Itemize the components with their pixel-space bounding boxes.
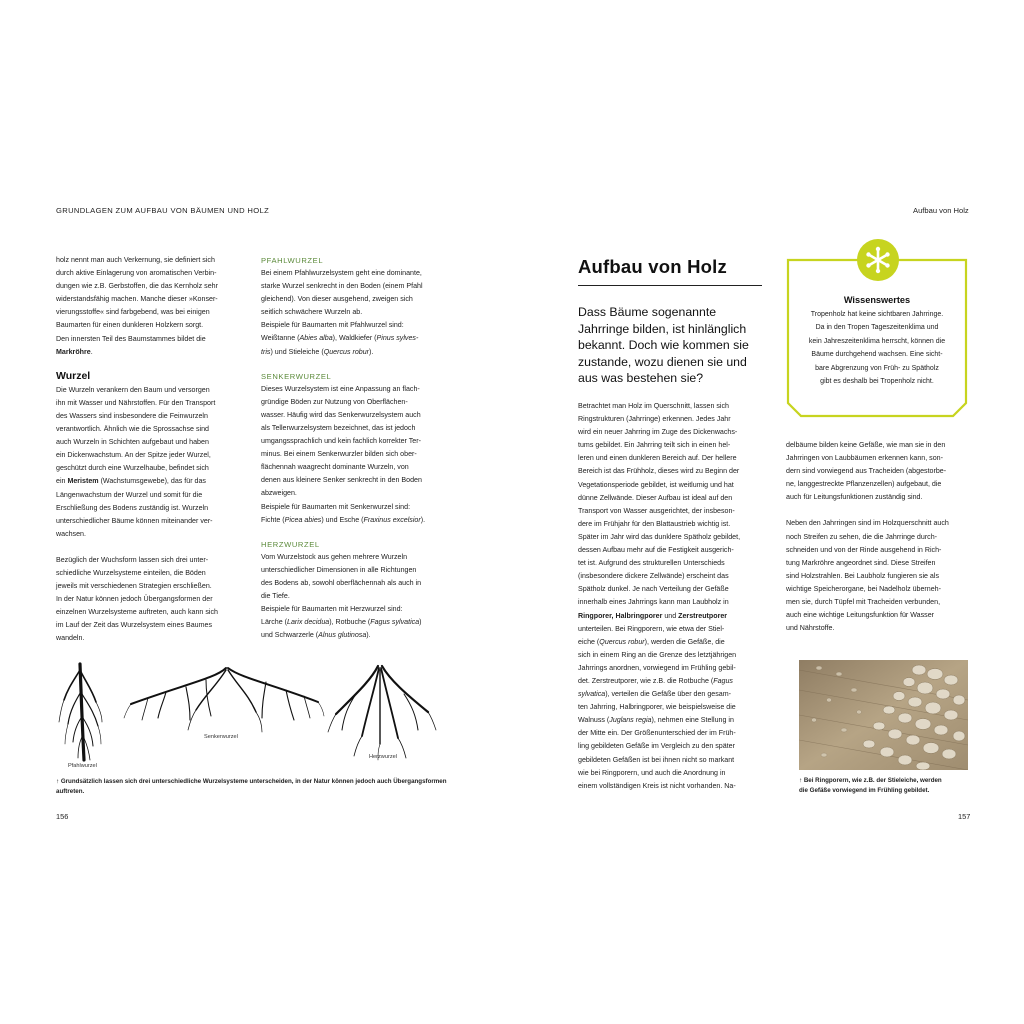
info-box-text: Tropenholz hat keine sichtbaren Jahrringe. Da in den Tropen Tageszeitenklima und kein Jahreszeitenklima herrscht, können die Bäume durchgehend wachsen. Eine sicht- bare Abgrenzung von Früh- zu Spätholz gibt es deshalb bei Tropenholz nicht. — [808, 311, 946, 386]
pfahlwurzel-drawing — [59, 664, 102, 760]
text-line: unterschiedlicher Bäume können miteinander ver- — [56, 516, 213, 525]
root-systems-figure — [56, 660, 456, 775]
term-markroehre: Markröhre — [56, 347, 91, 356]
text-line: Fichte (Picea abies) und Esche (Fraxinus excelsior). — [261, 515, 426, 524]
text-line: tung Markröhre angeordnet sind. Diese Streifen — [786, 558, 936, 567]
text-line: Beispiele für Baumarten mit Pfahlwurzel sind: — [261, 321, 404, 330]
text-line: durch aktive Einlagerung von aromatischen Verbin- — [56, 269, 217, 278]
text-line: noch Streifen zu sehen, die die Jahrringe durch- — [786, 532, 938, 541]
herzwurzel-drawing — [328, 666, 436, 760]
text-line: innerhalb eines Jahrrings kann man Laubholz in — [578, 598, 729, 607]
text-line: In der Natur können jedoch Übergangsformen der — [56, 595, 213, 604]
text-line: ihn mit Wasser und Nährstoffen. Für den Transport — [56, 398, 216, 407]
text-line: (insbesondere dickere Zellwände) erscheint das — [578, 572, 729, 581]
text-line: Ringstrukturen (Jahrringe) erkennen. Jedes Jahr — [578, 415, 731, 424]
text-line: det. Zerstreutporer, wie z.B. die Rotbuche (Fagus — [578, 676, 733, 685]
text-line: Spätholz dunkel. Je nach Verteilung der Gefäße — [578, 585, 729, 594]
text-line: Ringporer, Halbringporer und Zerstreutporer — [578, 611, 728, 620]
text-line: ling gebildeten Gefäße im Vergleich zu den später — [578, 742, 735, 751]
text-line: und Schwarzerle (Alnus glutinosa). — [261, 631, 371, 640]
info-box-wissenswertes — [786, 258, 968, 418]
text-line: Neben den Jahrringen sind im Holzquerschnitt auch — [786, 519, 949, 528]
text-line: Längenwachstum der Wurzel und somit für die — [56, 490, 203, 499]
text-line: Jahrringen von Laubbäumen erkennen kann, son- — [786, 454, 943, 463]
text-line: ein Meristem (Wachstumsgewebe), das für das — [56, 477, 206, 486]
text-line: im Lauf der Zeit das Wurzelsystem eines Baumes — [56, 621, 212, 630]
title-rule — [578, 285, 762, 286]
text-line: men sie, durch Tüpfel mit Tracheiden verbunden, — [786, 598, 941, 607]
subheading-pfahlwurzel: PFAHLWURZEL — [261, 256, 324, 265]
text-line: des Bodens ab, sowohl oberflächennah als auch in — [261, 578, 422, 587]
text-line: wird ein neuer Jahrring im Zuge des Dickenwachs- — [578, 428, 738, 437]
text-line: dünne Zellwände. Dieser Aufbau ist ideal auf den — [578, 493, 733, 502]
text-line: vierungsstoffe« sind farbgebend, was bei einigen — [56, 308, 210, 317]
text-line: Bei einem Pfahlwurzelsystem geht eine dominante, — [261, 269, 422, 277]
right-column-1 — [578, 400, 768, 793]
text-line: die Tiefe. — [261, 591, 290, 600]
text-line: unterschiedlicher Dimensionen in alle Richtungen — [261, 565, 417, 574]
subheading-herzwurzel: HERZWURZEL — [261, 539, 320, 549]
text-line: gründige Böden zur Nutzung von Oberflächen- — [261, 397, 408, 406]
text-line: Weißtanne (Abies alba), Waldkiefer (Pinus sylves- — [261, 334, 419, 343]
text-line: Dieses Wurzelsystem ist eine Anpassung an flach- — [261, 384, 420, 393]
text-line: Erschließung des Bodens zuständig ist. Wurzeln — [56, 503, 209, 512]
text-line: auch eine wichtige Leitungsfunktion für Wasser — [786, 611, 934, 620]
text-line: jeweils mit verschiedenen Strategien erschließen. — [56, 582, 212, 591]
left-column-2 — [261, 254, 447, 642]
text-line: Beispiele für Baumarten mit Herzwurzel sind: — [261, 605, 403, 614]
text-line: Markröhre. — [56, 347, 93, 356]
text-line: dern sind vorwiegend aus Tracheiden (abgestorbe- — [786, 467, 947, 476]
text-line: seitlich schwächere Wurzeln ab. — [261, 308, 363, 317]
text-line: tet ist. Aufgrund des strukturellen Unterschieds — [578, 559, 725, 568]
text-line: Walnuss (Juglans regia), nehmen eine Stellung in — [578, 716, 734, 725]
text-line: holz nennt man auch Verkernung, sie definiert sich — [56, 256, 215, 264]
text-line: schiedliche Wurzelsysteme einteilen, die Böden — [56, 568, 206, 577]
text-line: wichtige Speicherorgane, bei Nadelholz überneh- — [786, 584, 941, 593]
text-line: geschützt durch eine Wurzelhaube, befindet sich — [56, 464, 209, 473]
text-line: tums gebildet. Ein Jahrring teilt sich in einen hel- — [578, 441, 731, 450]
page-number-left: 156 — [56, 812, 69, 821]
text-line: tris) und Stieleiche (Quercus robur). — [261, 347, 374, 356]
text-line: als Tellerwurzelsystem bezeichnet, das ist jedoch — [261, 423, 416, 432]
info-box-heading: Wissenswertes — [843, 295, 911, 305]
text-line: Vegetationsperiode gebildet, ist weitlumig und hat — [578, 480, 734, 489]
text-line: Beispiele für Baumarten mit Senkerwurzel sind: — [261, 502, 411, 511]
running-head-left: GRUNDLAGEN ZUM AUFBAU VON BÄUMEN UND HOLZ — [56, 206, 270, 215]
subheading-wurzel: Wurzel — [56, 369, 91, 382]
text-line: ein Dickenwachstum. An der Spitze jeder Wurzel, — [56, 451, 211, 460]
text-line: Lärche (Larix decidua), Rotbuche (Fagus sylvatica) — [261, 618, 422, 627]
text-line: unterteilen. Bei Ringporern, wie etwa der Stiel- — [578, 624, 725, 633]
text-line: ne, langgestreckte Pflanzenzellen) aufgebaut, die — [786, 480, 942, 489]
text-line: Später im Jahr wird das dunklere Spätholz gebildet, — [578, 532, 741, 541]
text-line: widerstandsfähig machen. Manche dieser »Konser- — [56, 295, 218, 304]
text-line: Bereich ist das Frühholz, dieses wird zu Beginn der — [578, 467, 740, 476]
text-line: sylvatica), verteilen die Gefäße über den gesam- — [578, 690, 731, 699]
text-line: denen aus kleinere Senker senkrecht in den Boden — [261, 476, 422, 485]
text-line: flächennah waagrecht dominante Wurzeln, von — [261, 463, 409, 472]
asterisk-icon — [856, 238, 900, 282]
label-senkerwurzel: Senkerwurzel — [204, 734, 238, 740]
page-number-right: 157 — [958, 812, 971, 821]
text-line: schneiden und von der Rinde ausgehend in Rich- — [786, 545, 942, 554]
text-line: Transport von Wasser ausgerichtet, der insbeson- — [578, 506, 735, 515]
text-line: Die Wurzeln verankern den Baum und versorgen — [56, 385, 210, 394]
running-head-right: Aufbau von Holz — [913, 206, 969, 215]
photo-caption: ↑ Bei Ringporern, wie z.B. der Stieleiche, werden die Gefäße vorwiegend im Frühling gebildet. — [799, 777, 942, 794]
text-line: verantwortlich. Ähnlich wie die Sprossachse sind — [56, 425, 209, 434]
left-column-1 — [56, 254, 240, 646]
text-line: dere im Frühjahr für den Blattaustrieb wichtig ist. — [578, 519, 731, 528]
text-line: Jahrrings anordnen, vorwiegend im Frühling gebil- — [578, 663, 736, 672]
text-line: gebildeten Gefäßen ist bei ihnen nicht so markant — [578, 755, 735, 764]
text-line: eiche (Quercus robur), werden die Gefäße, die — [578, 637, 725, 646]
text-line: und Nährstoffe. — [786, 624, 835, 633]
text-line: sind Holzstrahlen. Bei Laubholz fungieren sie als — [786, 571, 940, 580]
text-line: leren und einen dunkleren Bereich auf. Der hellere — [578, 454, 737, 463]
text-line: wie bei Ringporern, und auch die Anordnung in — [578, 768, 726, 777]
text-line: wasser. Häufig wird das Senkerwurzelsystem auch — [261, 410, 421, 419]
text-line: auch für Leitungsfunktionen zuständig sind. — [786, 493, 923, 502]
text-line: wandeln. — [56, 634, 85, 643]
text-line: auch Wurzeln in Schichten aufgebaut und haben — [56, 438, 209, 447]
figure-caption-roots: ↑ Grundsätzlich lassen sich drei unterschiedliche Wurzelsysteme unterscheiden, in der Natur können jedoch auch Übergangsformen auftreten. — [56, 778, 447, 795]
lead-paragraph: Dass Bäume sogenannte Jahrringe bilden, ist hinlänglich bekannt. Doch wie kommen sie zustande, wozu dienen sie und aus was bestehen sie? — [578, 305, 749, 386]
text-line: minus. Bei einem Senkerwurzler bilden sich ober- — [261, 450, 417, 459]
text-line: abzweigen. — [261, 489, 297, 498]
text-line: einzelnen Wurzelsysteme auftreten, auch kann sich — [56, 608, 218, 617]
text-line: Den innersten Teil des Baumstammes bildet die — [56, 334, 206, 343]
text-line: Baumarten für einen dunkleren Holzkern sorgt. — [56, 321, 204, 330]
label-herzwurzel: Herzwurzel — [369, 754, 397, 760]
text-line: starke Wurzel senkrecht in den Boden (einem Pfahl — [261, 282, 423, 291]
text-line: gleichend). Von dieser ausgehend, zweigen sich — [261, 295, 413, 304]
text-line: umgangssprachlich und kein fachlich korrekter Ter- — [261, 437, 421, 446]
text-line: Vom Wurzelstock aus gehen mehrere Wurzeln — [261, 552, 408, 561]
label-pfahlwurzel: Pfahlwurzel — [68, 763, 97, 769]
right-column-2 — [786, 439, 970, 635]
subheading-senkerwurzel: SENKERWURZEL — [261, 371, 332, 381]
term-meristem: Meristem — [67, 477, 99, 486]
text-line: des Wassers sind insbesondere die Feinwurzeln — [56, 411, 208, 420]
photo-image — [799, 660, 968, 770]
text-line: der Mitte ein. Der Größenunterschied der im Früh- — [578, 729, 736, 738]
text-line: ten Jahrring, Halbringporer, wie beispielsweise die — [578, 703, 736, 712]
text-line: dungen wie z.B. Gerbstoffen, die das Kernholz sehr — [56, 282, 218, 291]
text-line: Betrachtet man Holz im Querschnitt, lassen sich — [578, 402, 729, 410]
text-line: einem vollständigen Kreis ist nicht vorhanden. Na- — [578, 781, 736, 790]
text-line: sich in einem Ring an die Grenze des letztjährigen — [578, 650, 737, 659]
page-title: Aufbau von Holz — [578, 256, 727, 277]
senkerwurzel-drawing — [124, 668, 324, 732]
text-line: dessen Aufbau mehr auf die Festigkeit ausgerich- — [578, 546, 734, 555]
text-line: delbäume bilden keine Gefäße, wie man sie in den — [786, 441, 946, 449]
text-line: Bezüglich der Wuchsform lassen sich drei unter- — [56, 555, 209, 564]
oak-cross-section-photo — [799, 660, 968, 770]
text-line: wachsen. — [56, 529, 86, 538]
